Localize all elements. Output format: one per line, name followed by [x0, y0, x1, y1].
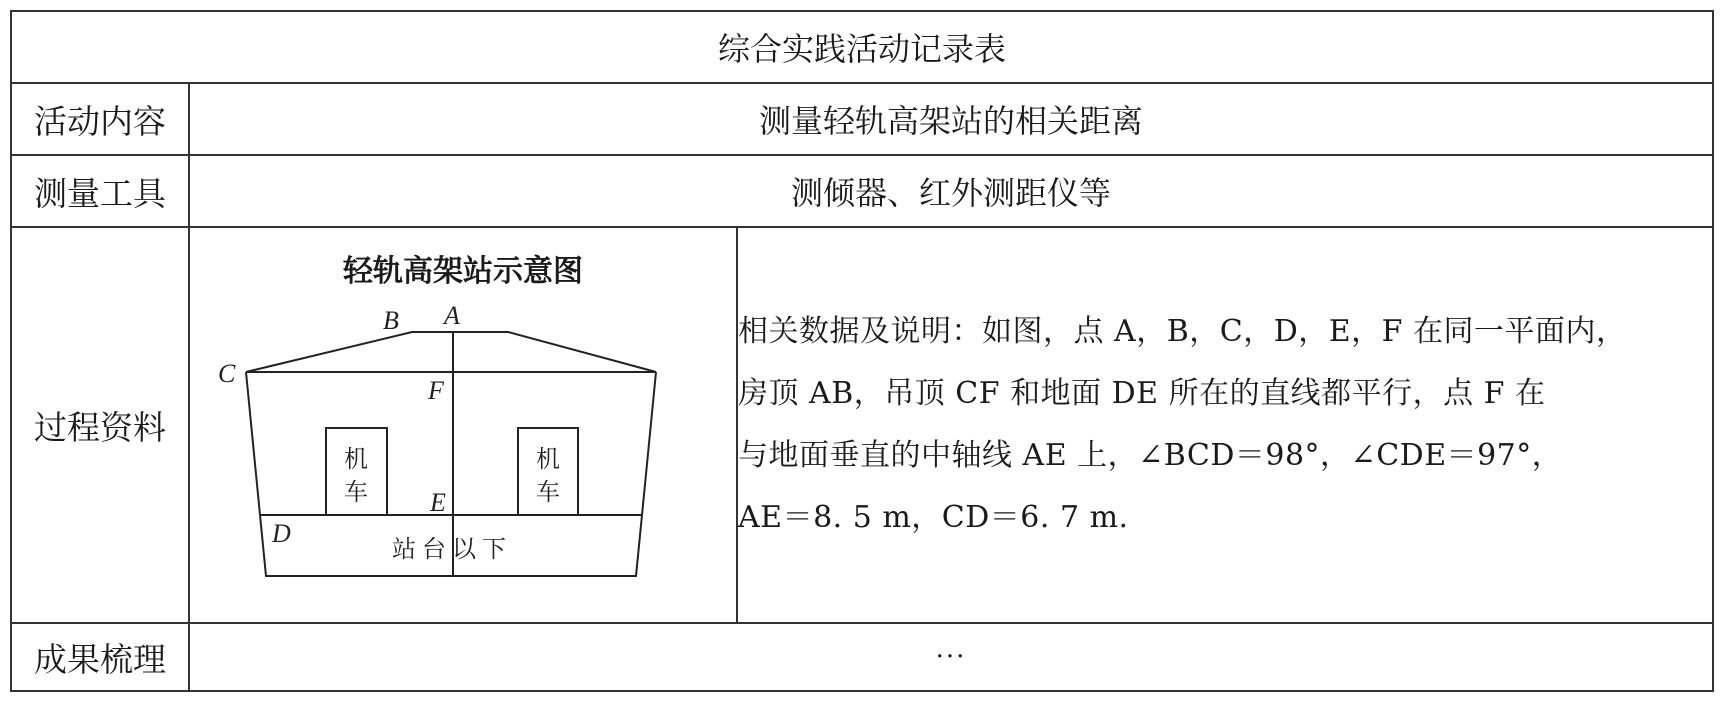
results-value: ··· [189, 623, 1713, 691]
point-c-label: C [218, 359, 236, 388]
description-cell [737, 227, 1713, 623]
process-material-label: 过程资料 [11, 227, 189, 623]
measuring-tools-value: 测倾器、红外测距仪等 [189, 155, 1713, 227]
point-f-label: F [428, 376, 444, 405]
table-title: 综合实践活动记录表 [11, 11, 1713, 83]
point-a-label: A [444, 301, 460, 330]
point-e-label: E [430, 488, 446, 517]
right-box-char-1: 机 [536, 445, 560, 473]
point-d-label: D [272, 519, 291, 548]
description-line-1: 相关数据及说明：如图，点 A，B，C，D，E，F 在同一平面内， [738, 314, 1627, 349]
roof-outline [246, 332, 656, 372]
description-line-2: 房顶 AB，吊顶 CF 和地面 DE 所在的直线都平行，点 F 在 [738, 376, 1546, 411]
left-box-char-2: 车 [344, 478, 368, 506]
diagram-cell [189, 227, 737, 623]
results-label: 成果梳理 [11, 623, 189, 691]
activity-content-value: 测量轻轨高架站的相关距离 [189, 83, 1713, 155]
activity-content-label: 活动内容 [11, 83, 189, 155]
right-wall [642, 372, 656, 515]
description-line-3: 与地面垂直的中轴线 AE 上，∠BCD＝98°，∠CDE＝97°， [738, 438, 1563, 473]
left-wall [246, 372, 260, 515]
diagram-title: 轻轨高架站示意图 [343, 254, 583, 289]
below-platform-text: 站台以下 [392, 535, 512, 563]
left-box-char-1: 机 [344, 445, 368, 473]
description-line-4: AE＝8. 5 m，CD＝6. 7 m. [738, 500, 1129, 535]
record-table [10, 10, 1714, 692]
point-b-label: B [383, 306, 399, 335]
measuring-tools-label: 测量工具 [11, 155, 189, 227]
right-box-char-2: 车 [536, 478, 560, 506]
